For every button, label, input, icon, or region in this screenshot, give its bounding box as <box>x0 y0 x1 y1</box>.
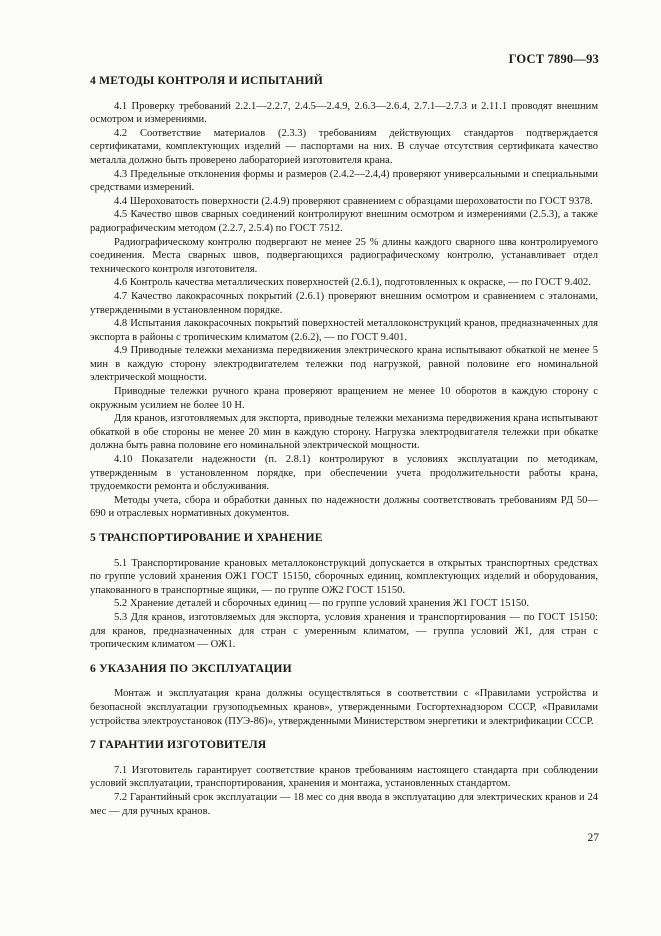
paragraph: 4.2 Соответствие материалов (2.3.3) требованиям действующих стандартов подтверждается сертификатами, комплектующих изделий — паспортами на них. В случае отсутствия сертификата качество металла должно быть проверено лабораторией изготовителя крана. <box>90 127 598 166</box>
paragraph: 5.2 Хранение деталей и сборочных единиц — по группе условий хранения Ж1 ГОСТ 15150. <box>114 598 530 610</box>
paragraph: 4.4 Шероховатость поверхности (2.4.9) проверяют сравнением с образцами шероховатости по ГОСТ 9378. <box>114 195 593 207</box>
paragraph: 4.7 Качество лакокрасочных покрытий (2.6.1) проверяют внешним осмотром и сравнением с эталонами, утвержденными в установленном порядке. <box>90 290 598 316</box>
paragraph: 4.10 Показатели надежности (п. 2.8.1) контролируют в условиях эксплуатации по методикам, утвержденным в установленном порядке, при обеспечении учета продолжительности работы крана, трудоемкости ремонта и обслуживания. <box>90 454 598 493</box>
paragraph: Радиографическому контролю подвергают не менее 25 % длины каждого сварного шва контролируемого соединения. Места сварных швов, подвергающихся радиографическому контролю, устанавливает отдел технического контроля изготовителя. <box>90 236 598 275</box>
paragraph: 4.8 Испытания лакокрасочных покрытий поверхностей металлоконструкций кранов, предназначенных для экспорта в районы с тропическим климатом (2.6.2), — по ГОСТ 9.401. <box>90 318 598 343</box>
paragraph: Монтаж и эксплуатация крана должны осуществляться в соответствии с «Правилами устройства и безопасной эксплуатации грузоподъемных кранов», утвержденными Госгортехнадзором СССР, «Правилами устройства электроустановок (ПУЭ-86)», утвержденными Министерством энергетики и электрификации СССР. <box>90 688 598 727</box>
section-6 <box>90 662 598 728</box>
section-title: 4 МЕТОДЫ КОНТРОЛЯ И ИСПЫТАНИЙ <box>90 74 323 87</box>
paragraph: 7.2 Гарантийный срок эксплуатации — 18 мес со дня ввода в эксплуатацию для электрических кранов и 24 мес — для ручных кранов. <box>90 791 598 817</box>
section-4 <box>90 74 598 521</box>
standard-header: ГОСТ 7890—93 <box>508 52 599 66</box>
paragraph: Для кранов, изготовляемых для экспорта, приводные тележки механизма передвижения крана испытывают обкаткой в обе стороны не менее 20 мин в каждую сторону. Нагрузка электродвигателя тележки при обкатке должна быть равна половине его номинальной электрической мощности. <box>90 413 598 452</box>
page-number: 27 <box>587 832 599 844</box>
paragraph: 4.9 Приводные тележки механизма передвижения электрического крана испытывают обкаткой не менее 5 мин в каждую сторону электродвигателем тележки под нагрузкой, равной половине его номинальной электрической мощности. <box>90 345 598 384</box>
section-title: 5 ТРАНСПОРТИРОВАНИЕ И ХРАНЕНИЕ <box>90 531 323 544</box>
paragraph: 5.3 Для кранов, изготовляемых для экспорта, условия хранения и транспортирования — по ГОСТ 15150: для кранов, предназначенных для стран с умеренным климатом, — группа условий Ж1, для стран с тропическим климатом — ОЖ1. <box>90 611 598 651</box>
paragraph: 4.5 Качество швов сварных соединений контролируют внешним осмотром и измерениями (2.5.3), а также радиографическим методом (2.2.7, 2.5.4) по ГОСТ 7512. <box>90 209 598 234</box>
paragraph: 7.1 Изготовитель гарантирует соответствие кранов требованиям настоящего стандарта при соблюдении условий эксплуатации, транспортирования, хранения и монтажа, установленных стандартом. <box>90 764 598 790</box>
paragraph: Приводные тележки ручного крана проверяют вращением не менее 10 оборотов в каждую сторону с окружным усилием не более 10 Н. <box>90 386 598 411</box>
document-body <box>90 72 598 818</box>
paragraph: 5.1 Транспортирование крановых металлоконструкций допускается в открытых транспортных средствах по группе условий хранения ОЖ1 ГОСТ 15150, сборочных единиц, комплектующих изделий и оборудования, упакованного в транспортные ящики, — по группе ОЖ2 ГОСТ 15150. <box>90 557 598 596</box>
section-title: 6 УКАЗАНИЯ ПО ЭКСПЛУАТАЦИИ <box>90 661 292 675</box>
section-5 <box>90 531 598 652</box>
section-7 <box>90 738 598 818</box>
section-title: 7 ГАРАНТИИ ИЗГОТОВИТЕЛЯ <box>90 738 267 752</box>
paragraph: 4.3 Предельные отклонения формы и размеров (2.4.2—2.4,4) проверяют универсальными и специальными средствами измерений. <box>90 168 598 194</box>
paragraph: Методы учета, сбора и обработки данных по надежности должны соответствовать требованиям РД 50—690 и отраслевых нормативных документов. <box>90 494 598 520</box>
paragraph: 4.1 Проверку требований 2.2.1—2.2.7, 2.4.5—2.4.9, 2.6.3—2.6.4, 2.7.1—2.7.3 и 2.11.1 проводят внешним осмотром и измерениями. <box>90 100 598 126</box>
paragraph: 4.6 Контроль качества металлических поверхностей (2.6.1), подготовленных к окраске, — по ГОСТ 9.402. <box>114 277 591 289</box>
